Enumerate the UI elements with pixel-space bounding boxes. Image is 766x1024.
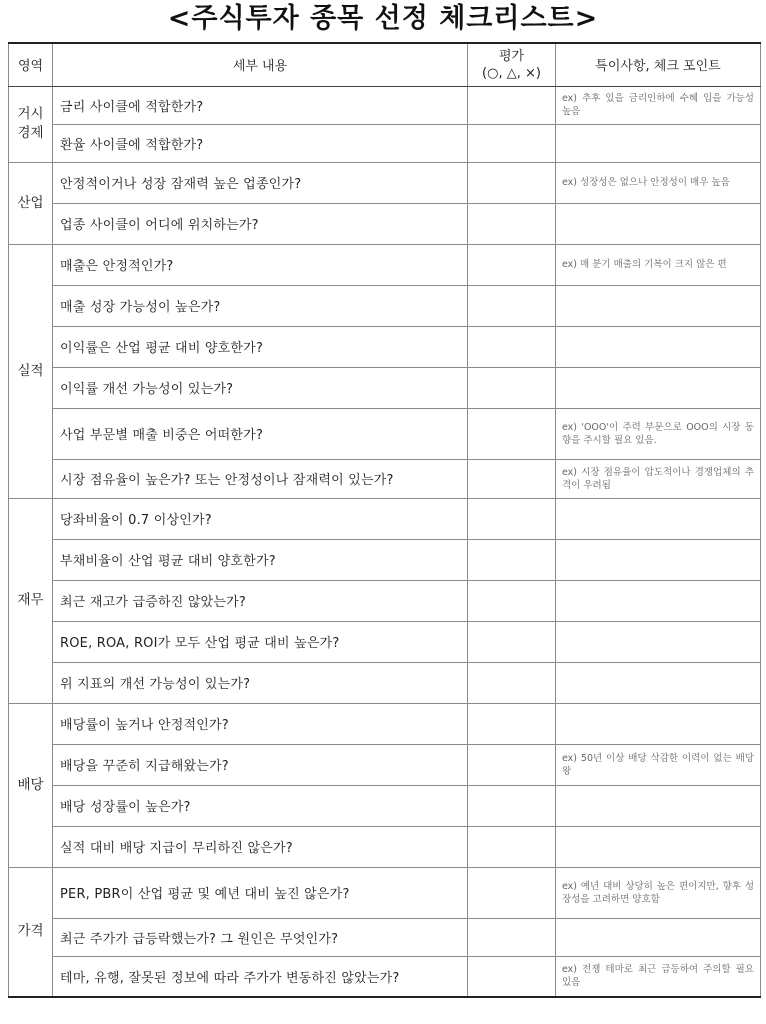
checklist-item: 부채비율이 산업 평균 대비 양호한가? xyxy=(53,539,468,580)
checklist-row xyxy=(9,162,761,203)
evaluation-cell[interactable] xyxy=(468,367,556,408)
checklist-row xyxy=(9,124,761,162)
checklist-item: 매출은 안정적인가? xyxy=(53,244,468,285)
note-cell: ex) 전쟁 테마로 최근 급등하여 주의할 필요 있음 xyxy=(556,956,761,997)
evaluation-cell[interactable] xyxy=(468,744,556,785)
checklist-item: 매출 성장 가능성이 높은가? xyxy=(53,285,468,326)
checklist-item: 이익률은 산업 평균 대비 양호한가? xyxy=(53,326,468,367)
evaluation-cell[interactable] xyxy=(468,203,556,244)
checklist-item: ROE, ROA, ROI가 모두 산업 평균 대비 높은가? xyxy=(53,621,468,662)
evaluation-cell[interactable] xyxy=(468,162,556,203)
checklist-table xyxy=(8,42,761,998)
checklist-item: 위 지표의 개선 가능성이 있는가? xyxy=(53,662,468,703)
checklist-item: 환율 사이클에 적합한가? xyxy=(53,124,468,162)
note-cell xyxy=(556,826,761,867)
checklist-item: PER, PBR이 산업 평균 및 예년 대비 높진 않은가? xyxy=(53,867,468,918)
header-eval-title: 평가 xyxy=(498,48,525,64)
area-label: 산업 xyxy=(9,162,53,244)
checklist-item: 시장 점유율이 높은가? 또는 안정성이나 잠재력이 있는가? xyxy=(53,459,468,498)
checklist-row xyxy=(9,244,761,285)
note-cell: ex) 매 분기 매출의 기복이 크지 않은 편 xyxy=(556,244,761,285)
evaluation-cell[interactable] xyxy=(468,703,556,744)
evaluation-cell[interactable] xyxy=(468,408,556,459)
checklist-item: 사업 부문별 매출 비중은 어떠한가? xyxy=(53,408,468,459)
checklist-item: 배당률이 높거나 안정적인가? xyxy=(53,703,468,744)
checklist-row xyxy=(9,785,761,826)
evaluation-cell[interactable] xyxy=(468,956,556,997)
checklist-row xyxy=(9,539,761,580)
note-cell xyxy=(556,662,761,703)
note-cell xyxy=(556,498,761,539)
checklist-item: 최근 주가가 급등락했는가? 그 원인은 무엇인가? xyxy=(53,918,468,956)
checklist-body xyxy=(9,86,761,997)
note-cell xyxy=(556,367,761,408)
checklist-item: 테마, 유행, 잘못된 정보에 따라 주가가 변동하진 않았는가? xyxy=(53,956,468,997)
note-cell: ex) 50년 이상 배당 삭감한 이력이 없는 배당왕 xyxy=(556,744,761,785)
header-row xyxy=(9,43,761,86)
checklist-row xyxy=(9,367,761,408)
note-cell: ex) 'OOO'이 주력 부문으로 OOO의 시장 동향을 주시할 필요 있음. xyxy=(556,408,761,459)
evaluation-cell[interactable] xyxy=(468,662,556,703)
note-cell xyxy=(556,285,761,326)
checklist-row xyxy=(9,408,761,459)
header-notes: 특이사항, 체크 포인트 xyxy=(556,43,761,86)
area-label: 가격 xyxy=(9,867,53,997)
area-label: 거시 경제 xyxy=(9,86,53,162)
checklist-item: 최근 재고가 급증하진 않았는가? xyxy=(53,580,468,621)
evaluation-cell[interactable] xyxy=(468,244,556,285)
header-area: 영역 xyxy=(9,43,53,86)
note-cell xyxy=(556,203,761,244)
note-cell xyxy=(556,621,761,662)
evaluation-cell[interactable] xyxy=(468,918,556,956)
area-label: 실적 xyxy=(9,244,53,498)
evaluation-cell[interactable] xyxy=(468,621,556,662)
checklist-row xyxy=(9,621,761,662)
checklist-row xyxy=(9,826,761,867)
checklist-item: 업종 사이클이 어디에 위치하는가? xyxy=(53,203,468,244)
evaluation-cell[interactable] xyxy=(468,86,556,124)
note-cell xyxy=(556,703,761,744)
checklist-row xyxy=(9,662,761,703)
checklist-row xyxy=(9,285,761,326)
page-title: <주식투자 종목 선정 체크리스트> xyxy=(167,3,599,34)
checklist-row xyxy=(9,86,761,124)
checklist-item: 당좌비율이 0.7 이상인가? xyxy=(53,498,468,539)
note-cell xyxy=(556,539,761,580)
evaluation-cell[interactable] xyxy=(468,459,556,498)
checklist-row xyxy=(9,498,761,539)
evaluation-cell[interactable] xyxy=(468,785,556,826)
header-eval xyxy=(468,43,556,86)
checklist-item: 금리 사이클에 적합한가? xyxy=(53,86,468,124)
checklist-item: 배당을 꾸준히 지급해왔는가? xyxy=(53,744,468,785)
checklist-row xyxy=(9,744,761,785)
evaluation-cell[interactable] xyxy=(468,124,556,162)
checklist-row xyxy=(9,203,761,244)
checklist-row xyxy=(9,459,761,498)
note-cell xyxy=(556,918,761,956)
evaluation-cell[interactable] xyxy=(468,285,556,326)
checklist-item: 실적 대비 배당 지급이 무리하진 않은가? xyxy=(53,826,468,867)
evaluation-cell[interactable] xyxy=(468,580,556,621)
checklist-row xyxy=(9,580,761,621)
evaluation-cell[interactable] xyxy=(468,326,556,367)
area-label: 배당 xyxy=(9,703,53,867)
evaluation-cell[interactable] xyxy=(468,826,556,867)
checklist-item: 안정적이거나 성장 잠재력 높은 업종인가? xyxy=(53,162,468,203)
note-cell: ex) 예년 대비 상당히 높은 편이지만, 향후 성장성을 고려하면 양호함 xyxy=(556,867,761,918)
checklist-item: 배당 성장률이 높은가? xyxy=(53,785,468,826)
evaluation-cell[interactable] xyxy=(468,498,556,539)
checklist-row xyxy=(9,703,761,744)
checklist-row xyxy=(9,867,761,918)
checklist-row xyxy=(9,326,761,367)
note-cell xyxy=(556,580,761,621)
area-label: 재무 xyxy=(9,498,53,703)
checklist-item: 이익률 개선 가능성이 있는가? xyxy=(53,367,468,408)
header-eval-symbols: (○, △, ×) xyxy=(482,65,541,81)
note-cell xyxy=(556,326,761,367)
evaluation-cell[interactable] xyxy=(468,539,556,580)
note-cell xyxy=(556,785,761,826)
evaluation-cell[interactable] xyxy=(468,867,556,918)
note-cell: ex) 추후 있을 금리인하에 수혜 입을 가능성 높음 xyxy=(556,86,761,124)
note-cell: ex) 성장성은 없으나 안정성이 매우 높음 xyxy=(556,162,761,203)
note-cell xyxy=(556,124,761,162)
note-cell: ex) 시장 점유율이 압도적이나 경쟁업체의 추격이 우려됨 xyxy=(556,459,761,498)
header-detail: 세부 내용 xyxy=(53,43,468,86)
checklist-row xyxy=(9,956,761,997)
checklist-row xyxy=(9,918,761,956)
